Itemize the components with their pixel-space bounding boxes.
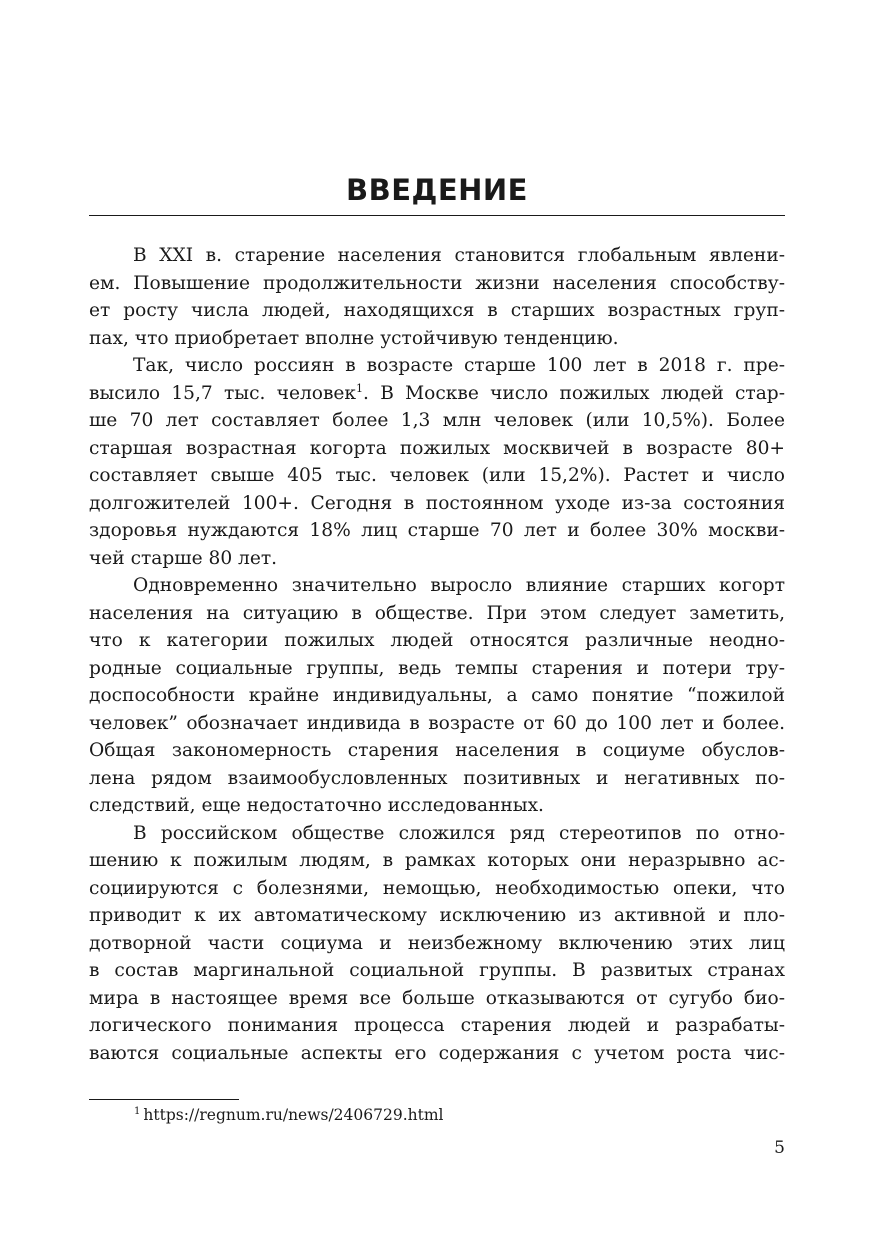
text-line: лена рядом взаимообусловленных позитивных и негативных по-	[89, 767, 785, 789]
text-line: приводит к их автоматическому исключению из активной и пло-	[89, 905, 785, 926]
text-line: дотворной части социума и неизбежному включению этих лиц	[89, 932, 785, 954]
text-line: В российском обществе сложился ряд стереотипов по отно-	[133, 822, 785, 844]
text-line: старшая возрастная когорта пожилых москвичей в возрасте 80+	[89, 437, 785, 459]
text-line: пах, что приобретает вполне устойчивую тенденцию.	[89, 327, 619, 349]
text-line: мира в настоящее время все больше отказываются от сугубо био-	[89, 987, 785, 1009]
text-line: Одновременно значительно выросло влияние старших когорт	[133, 575, 785, 596]
text-line: населения на ситуацию в обществе. При этом следует заметить,	[89, 602, 785, 624]
text-line: логического понимания процесса старения людей и разрабаты-	[89, 1015, 785, 1036]
text-line: шению к пожилым людям, в рамках которых они неразрывно ас-	[89, 850, 785, 871]
text-line: составляет свыше 405 тыс. человек (или 15,2%). Растет и число	[89, 465, 785, 486]
footnote-reference[interactable]: 1	[356, 381, 364, 395]
text-line: Так, число россиян в возрасте старше 100 лет в 2018 г. пре-	[133, 355, 785, 376]
chapter-heading: ВВЕДЕНИЕ	[345, 173, 528, 207]
text-line: в состав маргинальной социальной группы. В развитых странах	[89, 960, 785, 981]
text-line: В XXI в. старение населения становится глобальным явлени-	[133, 245, 785, 266]
footnote-number: 1	[134, 1106, 141, 1117]
text-line: следствий, еще недостаточно исследованных.	[89, 795, 544, 816]
text-line: Общая закономерность старения населения в социуме обуслов-	[89, 740, 785, 761]
text-line: что к категории пожилых людей относятся различные неодно-	[89, 630, 785, 651]
text-line: ем. Повышение продолжительности жизни населения способству-	[89, 272, 785, 294]
text-line: человек” обозначает индивида в возрасте от 60 до 100 лет и более.	[89, 712, 785, 734]
text-line: чей старше 80 лет.	[89, 547, 278, 569]
footnote-link[interactable]: https://regnum.ru/news/2406729.html	[143, 1106, 444, 1124]
text-segment: высило 15,7 тыс. человек	[89, 382, 357, 404]
text-line: ше 70 лет составляет более 1,3 млн человек (или 10,5%). Более	[89, 410, 785, 431]
footnote	[134, 1103, 444, 1127]
text-line: долгожителей 100+. Сегодня в постоянном уходе из-за состояния	[89, 492, 785, 514]
text-line: ваются социальные аспекты его содержания с учетом роста чис-	[89, 1042, 785, 1064]
heading-rule	[89, 215, 785, 216]
text-line: родные социальные группы, ведь темпы старения и потери тру-	[89, 657, 785, 679]
body-text	[89, 242, 785, 1067]
page-number: 5	[774, 1138, 785, 1158]
text-line: социируются с болезнями, немощью, необходимостью опеки, что	[89, 877, 785, 899]
text-line: ет росту числа людей, находящихся в старших возрастных груп-	[89, 300, 785, 321]
footnote-divider	[89, 1099, 239, 1100]
text-line: доспособности крайне индивидуальны, а само понятие “пожилой	[89, 685, 785, 706]
text-segment: . В Москве число пожилых людей стар-	[363, 382, 785, 404]
text-line-with-footnote	[89, 380, 785, 408]
text-line: здоровья нуждаются 18% лиц старше 70 лет и более 30% москви-	[89, 520, 785, 541]
